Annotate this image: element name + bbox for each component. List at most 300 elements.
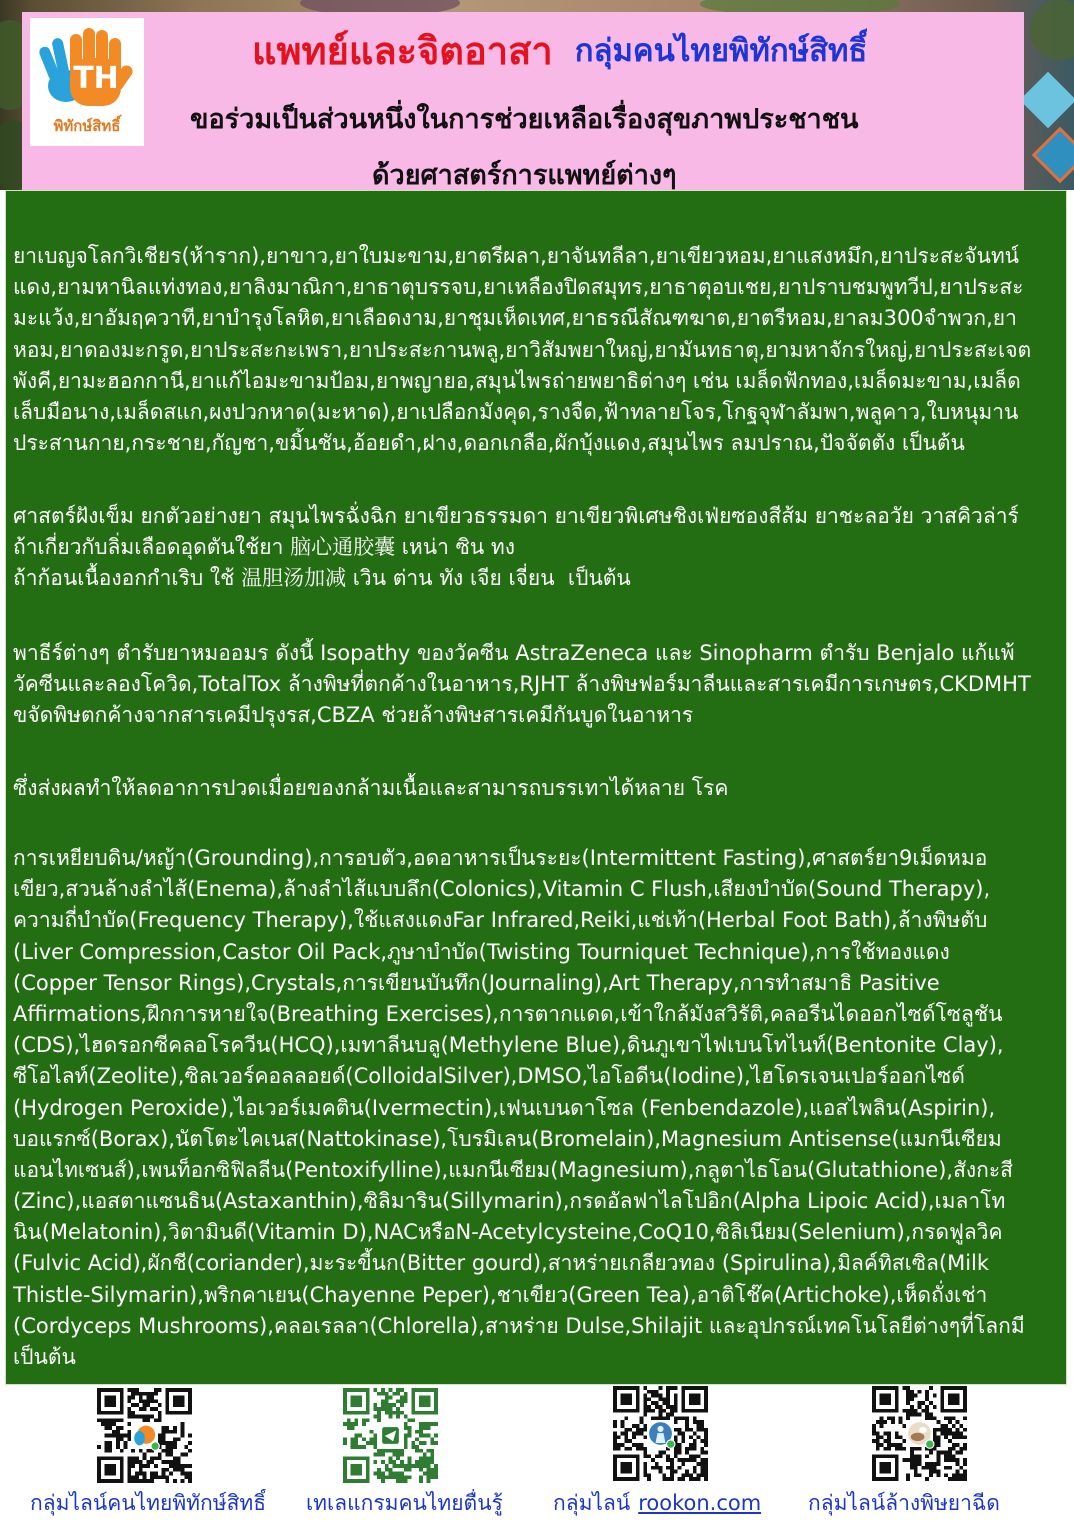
qr-module <box>685 1428 689 1432</box>
qr-module <box>689 1477 693 1481</box>
qr-module <box>872 1428 876 1432</box>
qr-module <box>381 1399 385 1403</box>
qr-module <box>613 1439 617 1443</box>
qr-module <box>655 1390 659 1394</box>
qr-module <box>948 1432 952 1436</box>
qr-module <box>624 1416 628 1420</box>
qr-module <box>139 1392 143 1396</box>
qr-module <box>169 1453 173 1457</box>
qr-module <box>389 1472 393 1476</box>
section-line: (Copper Tensor Rings),Crystals,การเขียนบันทึก(Journaling),Art Therapy,การทำสมาธิ Pasitive <box>13 970 940 995</box>
qr-module <box>659 1470 663 1474</box>
qr-module <box>377 1418 381 1422</box>
qr-module <box>354 1445 358 1449</box>
qr-module <box>181 1479 185 1483</box>
qr-module <box>143 1479 147 1483</box>
qr-module <box>685 1473 689 1477</box>
qr-module <box>112 1434 116 1438</box>
qr-module <box>674 1447 678 1451</box>
qr-module <box>385 1403 389 1407</box>
qr-module <box>188 1434 192 1438</box>
qr-module <box>674 1435 678 1439</box>
qr-module <box>872 1439 876 1443</box>
qr-module <box>697 1420 701 1424</box>
qr-module <box>613 1447 617 1451</box>
qr-module <box>918 1401 922 1405</box>
qr-module <box>655 1405 659 1409</box>
section-line: ขจัดพิษตกค้างจากสารเคมีปรุงรส,CBZA ช่วยล้างพิษสารเคมีกันบูดในอาหาร <box>13 703 694 728</box>
qr-module <box>674 1420 678 1424</box>
qr-module <box>670 1462 674 1466</box>
qr-module <box>659 1466 663 1470</box>
qr-module <box>624 1447 628 1451</box>
qr-module <box>105 1418 109 1422</box>
qr-module <box>662 1409 666 1413</box>
qr-module <box>617 1443 621 1447</box>
qr-module <box>937 1420 941 1424</box>
qr-module <box>643 1405 647 1409</box>
qr-module <box>181 1434 185 1438</box>
qr-module <box>423 1472 427 1476</box>
qr-module <box>944 1458 948 1462</box>
qr-module <box>624 1435 628 1439</box>
section-line: มะแว้ง,ยาอัมฤควาที,ยาบำรุงโลหิต,ยาเลือดงาม,ยาชุมเห็ดเทศ,ยาธรณีสัณฑฆาต,ยาตรีหอม,ยาลม300จำพวก,ยา <box>13 306 1017 331</box>
qr-module <box>362 1437 366 1441</box>
qr-module <box>681 1458 685 1462</box>
qr-module <box>651 1466 655 1470</box>
qr-module <box>392 1392 396 1396</box>
qr-module <box>131 1479 135 1483</box>
qr-module <box>343 1422 347 1426</box>
section-line: เขียว,สวนล้างลำไส้(Enema),ล้างลำไส้แบบลึก(Colonics),Vitamin C Flush,เสียงบำบัด(Sound Therapy), <box>13 877 991 902</box>
qr-module <box>165 1430 169 1434</box>
qr-module <box>419 1456 423 1460</box>
qr-module <box>404 1475 408 1479</box>
qr-module <box>143 1399 147 1403</box>
qr-module <box>370 1437 374 1441</box>
qr-module <box>112 1418 116 1422</box>
qr-module <box>685 1420 689 1424</box>
qr-module <box>411 1418 415 1422</box>
qr-module <box>883 1420 887 1424</box>
qr-module <box>97 1445 101 1449</box>
qr-module <box>158 1475 162 1479</box>
qr-module <box>181 1464 185 1468</box>
qr-module <box>937 1443 941 1447</box>
section-thai-medicine <box>13 205 1061 459</box>
qr-module <box>662 1397 666 1401</box>
section-heading-row <box>13 602 1061 638</box>
qr-module <box>373 1445 377 1449</box>
qr-module <box>427 1449 431 1453</box>
qr-module <box>139 1415 143 1419</box>
qr-module <box>617 1447 621 1451</box>
qr-module <box>910 1390 914 1394</box>
title-group-name: กลุ่มคนไทยพิทักษ์สิทธิ์ <box>574 33 868 69</box>
qr-module <box>670 1386 674 1390</box>
qr-module <box>105 1464 116 1475</box>
qr-module <box>105 1426 109 1430</box>
qr-label-rookon-group <box>553 1489 761 1517</box>
qr-label-line-group: กลุ่มไลน์คนไทยพิทักษ์สิทธิ์ <box>30 1491 267 1515</box>
qr-module <box>918 1390 922 1394</box>
qr-module <box>693 1470 697 1474</box>
qr-module <box>910 1405 914 1409</box>
qr-module <box>188 1475 192 1479</box>
qr-code-line-group <box>97 1388 192 1483</box>
qr-module <box>643 1462 647 1466</box>
qr-module <box>381 1453 385 1457</box>
qr-module <box>408 1456 412 1460</box>
qr-module <box>427 1460 431 1464</box>
qr-module <box>700 1439 704 1443</box>
qr-module <box>940 1432 944 1436</box>
qr-module <box>116 1430 120 1434</box>
qr-module <box>925 1413 929 1417</box>
qr-module <box>343 1437 347 1441</box>
qr-module <box>411 1464 415 1468</box>
qr-module <box>940 1424 944 1428</box>
qr-module <box>883 1439 887 1443</box>
qr-module <box>643 1454 647 1458</box>
qr-module <box>404 1422 408 1426</box>
qr-module <box>956 1462 960 1466</box>
qr-module <box>643 1470 647 1474</box>
qr-module <box>678 1477 682 1481</box>
qr-module <box>389 1449 393 1453</box>
qr-module <box>396 1472 400 1476</box>
qr-module <box>177 1437 181 1441</box>
qr-module <box>670 1409 674 1413</box>
qr-module <box>636 1447 640 1451</box>
section-line: ถ้าก้อนเนื้องอกกำเริบ ใช้ 温胆汤加减 เวิน ต่าน ทัง เจีย เจี่ยน เป็นต้น <box>13 566 631 591</box>
qr-module <box>389 1407 393 1411</box>
qr-module <box>887 1447 891 1451</box>
qr-module <box>377 1475 381 1479</box>
qr-module <box>929 1416 933 1420</box>
qr-module <box>150 1456 154 1460</box>
qr-module <box>127 1388 131 1392</box>
qr-module <box>173 1479 177 1483</box>
qr-module <box>647 1390 651 1394</box>
qr-module <box>127 1479 131 1483</box>
qr-module <box>963 1435 967 1439</box>
qr-module <box>389 1411 393 1415</box>
section-line: ซีโอไลท์(Zeolite),ซิลเวอร์คอลลอยด์(ColloidalSilver),DMSO,ไอโอดีน(Iodine),ไฮโดรเจนเปอร์ออกไซด์ <box>13 1064 965 1089</box>
qr-module <box>621 1432 625 1436</box>
qr-module <box>933 1405 937 1409</box>
qr-module <box>948 1458 952 1462</box>
qr-module <box>373 1434 377 1438</box>
qr-module <box>389 1396 393 1400</box>
qr-module <box>704 1428 708 1432</box>
qr-module <box>396 1407 400 1411</box>
qr-module <box>400 1453 404 1457</box>
qr-module <box>370 1441 374 1445</box>
section-line: พังคี,ยามะฮอกกานี,ยาแก้ไอมะขามป้อม,ยาพญายอ,สมุนไพรถ่ายพยาธิต่างๆ เช่น เมล็ดฟักทอง,เมล็ดมะขาม,เมล็ด <box>13 368 1021 393</box>
qr-module <box>659 1451 663 1455</box>
qr-module <box>169 1430 173 1434</box>
qr-module <box>408 1460 412 1464</box>
qr-module <box>937 1428 941 1432</box>
qr-module <box>116 1418 120 1422</box>
qr-module <box>666 1466 670 1470</box>
qr-module <box>381 1407 385 1411</box>
section-homeopathy <box>13 602 1061 732</box>
section-line: (Fulvic Acid),ผักชี(coriander),มะระขี้นก(Bitter gourd),สาหร่ายเกลียวทอง (Spirulina),มิลค์ทิสเซิล(Milk <box>13 1251 990 1276</box>
qr-module <box>396 1475 400 1479</box>
qr-module <box>127 1472 131 1476</box>
qr-module <box>681 1439 685 1443</box>
qr-module <box>188 1441 192 1445</box>
qr-module <box>411 1445 415 1449</box>
qr-module <box>647 1473 651 1477</box>
qr-module <box>351 1426 355 1430</box>
qr-module <box>177 1456 181 1460</box>
qr-module <box>647 1405 651 1409</box>
section-line: นิน(Melatonin),วิตามินดี(Vitamin D),NACหรือN-Acetylcysteine,CoQ10,ซิลิเนียม(Selenium),กรดฟูลวิค <box>13 1220 1003 1245</box>
qr-module <box>910 1394 914 1398</box>
qr-module <box>385 1411 389 1415</box>
qr-module <box>377 1415 381 1419</box>
qr-module <box>392 1453 396 1457</box>
qr-module <box>628 1447 632 1451</box>
qr-code-telegram-group <box>343 1388 438 1483</box>
qr-module <box>952 1432 956 1436</box>
qr-module <box>165 1468 169 1472</box>
qr-module <box>135 1403 139 1407</box>
qr-module <box>150 1399 154 1403</box>
qr-module <box>404 1445 408 1449</box>
qr-module <box>408 1426 412 1430</box>
qr-module <box>621 1394 632 1405</box>
qr-module <box>419 1468 423 1472</box>
qr-module <box>139 1399 143 1403</box>
qr-module <box>659 1397 663 1401</box>
qr-module <box>880 1443 884 1447</box>
qr-module <box>105 1445 109 1449</box>
qr-module <box>876 1443 880 1447</box>
qr-module <box>177 1468 181 1472</box>
qr-module <box>948 1454 952 1458</box>
qr-module <box>427 1468 431 1472</box>
qr-module <box>944 1451 948 1455</box>
qr-module <box>880 1420 884 1424</box>
qr-module <box>621 1424 625 1428</box>
qr-module <box>647 1409 651 1413</box>
qr-module <box>651 1458 655 1462</box>
qr-module <box>678 1428 682 1432</box>
qr-module <box>385 1396 389 1400</box>
qr-module <box>933 1435 937 1439</box>
qr-module <box>899 1435 903 1439</box>
qr-module <box>423 1426 427 1430</box>
th-logo-icon <box>132 1423 159 1450</box>
qr-module <box>952 1454 956 1458</box>
section-line: Affirmations,ฝึกการหายใจ(Breathing Exercises),การตากแดด,เข้าใกล้มังสวิรัติ,คลอรีนไดออกไซด์โซลูชัน <box>13 1001 1003 1026</box>
qr-module <box>902 1424 906 1428</box>
qr-module <box>887 1435 891 1439</box>
qr-module <box>165 1475 169 1479</box>
qr-module <box>351 1396 362 1407</box>
qr-module <box>419 1464 423 1468</box>
qr-module <box>143 1392 147 1396</box>
qr-module <box>895 1443 899 1447</box>
qr-module <box>697 1424 701 1428</box>
qr-module <box>640 1416 644 1420</box>
qr-module <box>643 1428 647 1432</box>
qr-module <box>373 1388 377 1392</box>
subtitle-line-2: ด้วยศาสตร์การแพทย์ต่างๆ <box>372 160 677 190</box>
qr-module <box>120 1449 124 1453</box>
qr-module <box>681 1477 685 1481</box>
qr-module <box>647 1454 651 1458</box>
qr-module <box>666 1386 670 1390</box>
qr-module <box>670 1405 674 1409</box>
qr-module <box>419 1422 423 1426</box>
qr-module <box>651 1409 655 1413</box>
qr-module <box>659 1413 663 1417</box>
qr-module <box>381 1388 385 1392</box>
qr-module <box>948 1394 959 1405</box>
qr-module <box>940 1428 944 1432</box>
qr-module <box>150 1392 154 1396</box>
qr-module <box>963 1462 967 1466</box>
qr-module <box>127 1464 131 1468</box>
qr-module <box>150 1479 154 1483</box>
qr-module <box>150 1396 154 1400</box>
qr-module <box>937 1458 941 1462</box>
qr-module <box>670 1458 674 1462</box>
qr-module <box>423 1453 427 1457</box>
qr-module <box>154 1475 158 1479</box>
qr-module <box>632 1432 636 1436</box>
qr-module <box>689 1428 693 1432</box>
qr-module <box>666 1454 670 1458</box>
section-line: (Zinc),แอสตาแซนธิน(Astaxanthin),ซิลิมาริน(Sillymarin),กรดอัลฟาไลโปอิก(Alpha Lipoic Acid),เมลาโท <box>13 1189 1006 1214</box>
qr-module <box>944 1424 948 1428</box>
qr-code-rookon-group <box>613 1386 708 1481</box>
qr-module <box>396 1392 400 1396</box>
qr-module <box>704 1473 708 1477</box>
qr-module <box>408 1475 412 1479</box>
qr-module <box>670 1413 674 1417</box>
qr-module <box>184 1475 188 1479</box>
qr-module <box>131 1411 135 1415</box>
qr-module <box>430 1453 434 1457</box>
qr-module <box>902 1458 906 1462</box>
qr-module <box>959 1451 963 1455</box>
qr-module <box>651 1416 655 1420</box>
qr-module <box>700 1466 704 1470</box>
qr-module <box>910 1454 914 1458</box>
qr-module <box>169 1441 173 1445</box>
qr-module <box>948 1439 952 1443</box>
qr-module <box>124 1445 128 1449</box>
qr-module <box>188 1472 192 1476</box>
qr-module <box>150 1407 154 1411</box>
qr-module <box>362 1422 366 1426</box>
qr-module <box>704 1443 708 1447</box>
qr-module <box>415 1445 419 1449</box>
qr-module <box>659 1386 663 1390</box>
qr-module <box>678 1458 682 1462</box>
qr-module <box>165 1445 169 1449</box>
qr-module <box>902 1447 906 1451</box>
qr-module <box>636 1443 640 1447</box>
qr-module <box>678 1447 682 1451</box>
qr-module <box>681 1462 685 1466</box>
qr-module <box>389 1456 393 1460</box>
qr-module <box>404 1479 408 1483</box>
qr-module <box>427 1475 431 1479</box>
qr-module <box>891 1443 895 1447</box>
qr-module <box>937 1470 941 1474</box>
qr-module <box>173 1437 177 1441</box>
qr-module <box>131 1475 135 1479</box>
qr-module <box>929 1413 933 1417</box>
qr-module <box>165 1479 169 1483</box>
qr-module <box>127 1437 131 1441</box>
qr-module <box>381 1449 385 1453</box>
qr-module <box>963 1477 967 1481</box>
qr-module <box>173 1464 177 1468</box>
qr-module <box>139 1468 143 1472</box>
qr-module <box>396 1464 400 1468</box>
rookon-link[interactable]: rookon.com <box>638 1491 762 1515</box>
qr-module <box>419 1426 423 1430</box>
qr-module <box>697 1454 701 1458</box>
qr-module <box>929 1386 933 1390</box>
qr-module <box>127 1434 131 1438</box>
qr-module <box>933 1428 937 1432</box>
qr-module <box>899 1447 903 1451</box>
qr-module <box>693 1420 697 1424</box>
qr-module <box>906 1477 910 1481</box>
qr-module <box>173 1460 177 1464</box>
group-logo <box>30 18 144 146</box>
qr-module <box>956 1443 960 1447</box>
qr-module <box>154 1418 158 1422</box>
qr-module <box>662 1473 666 1477</box>
qr-module <box>678 1451 682 1455</box>
qr-module <box>944 1432 948 1436</box>
qr-module <box>158 1415 162 1419</box>
qr-module <box>385 1449 389 1453</box>
qr-module <box>188 1449 192 1453</box>
qr-module <box>150 1415 154 1419</box>
qr-module <box>655 1462 659 1466</box>
qr-module <box>358 1445 362 1449</box>
qr-module <box>697 1462 701 1466</box>
qr-module <box>120 1426 124 1430</box>
qr-module <box>918 1413 922 1417</box>
person-photo-icon <box>648 1421 675 1448</box>
qr-module <box>373 1415 377 1419</box>
qr-module <box>158 1403 162 1407</box>
qr-module <box>876 1432 880 1436</box>
logo-blue-dot <box>134 1431 145 1445</box>
qr-module <box>108 1426 112 1430</box>
qr-module <box>373 1460 377 1464</box>
qr-module <box>956 1435 960 1439</box>
section-line: แอนไทเซนส์),เพนท็อกซิฟิลลีน(Pentoxifylline),แมกนีเซียม(Magnesium),กลูตาไธโอน(Glutathione),สังกะสี <box>13 1157 1013 1182</box>
qr-module <box>655 1394 659 1398</box>
qr-module <box>910 1458 914 1462</box>
qr-module <box>643 1424 647 1428</box>
qr-module <box>427 1472 431 1476</box>
qr-module <box>143 1472 147 1476</box>
